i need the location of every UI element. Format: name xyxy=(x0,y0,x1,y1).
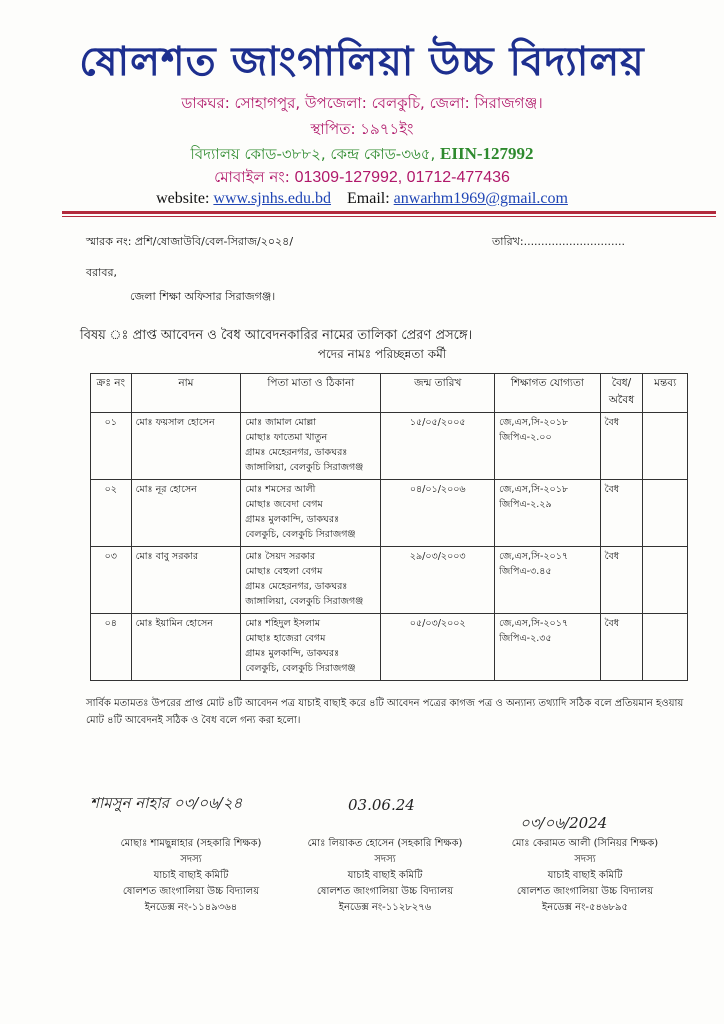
name-name: মোঃ বাবু সরকার xyxy=(135,551,199,562)
memo-number: স্মারক নং: প্রশি/ষোজাউবি/বেল-সিরাজ/২০২৪/ xyxy=(86,235,294,248)
table-header-row xyxy=(91,374,688,413)
overall-opinion: সার্বিক মতামতঃ উপরের প্রাপ্ত মোট ৪টি আবেদন পত্র যাচাই বাছাই করে ৪টি আবেদন পত্রের কাগজ পত্র ও অন্যান্য তথ্যাদি সঠিক বলে প্রতিয়মান হওয়ায় মোট ৪টি আবেদনই সঠিক ও বৈধ বলে গন্য করা হলো। xyxy=(86,698,684,726)
education-edu1: জে,এস,সি-২০১৮ xyxy=(499,484,569,495)
school-address: ডাকঘর: সোহাগপুর, উপজেলা: বেলকুচি, জেলা: সিরাজগঞ্জ। xyxy=(181,94,543,112)
signatory-block xyxy=(470,836,700,916)
parents-address-cell xyxy=(241,480,381,547)
education-edu1: জে,এস,সি-২০১৭ xyxy=(499,618,569,629)
col-serial: ক্রঃ নং xyxy=(91,374,132,413)
school-codes xyxy=(0,143,724,168)
col-remarks: মন্তব্য xyxy=(643,374,688,413)
remark-cell xyxy=(643,480,688,547)
mobile-numbers: 01309-127992, 01712-477436 xyxy=(294,169,510,186)
parents-address-mother: মোছাঃ ফাতেমা খাতুন xyxy=(245,432,328,443)
col-valid: বৈধ/ অবৈধ xyxy=(600,374,643,413)
parents-address-addr1: গ্রামঃ মুলকান্দি, ডাকঘরঃ xyxy=(245,514,340,525)
signature-1: শামসুন নাহার ০৩/০৬/২৪ xyxy=(90,794,243,812)
dob-dob: ০৪/০১/২০০৬ xyxy=(409,484,466,495)
col-parents-address: পিতা মাতা ও ঠিকানা xyxy=(241,374,381,413)
remark-cell xyxy=(643,413,688,480)
header-divider xyxy=(62,211,716,214)
header-divider-thin xyxy=(62,216,716,217)
serial-sl: ০৪ xyxy=(104,618,117,629)
serial-sl: ০২ xyxy=(104,484,117,495)
signatory-school: ষোলশত জাংগালিয়া উচ্চ বিদ্যালয় xyxy=(316,886,454,897)
parents-address-mother: মোছাঃ হাজেরা বেগম xyxy=(245,633,326,644)
parents-address-addr1: গ্রামঃ মেহেরনগর, ডাকঘরঃ xyxy=(245,447,348,458)
signatory-index: ইনডেক্স নং-১১২৮২৭৬ xyxy=(338,902,432,913)
eiin: EIIN-127992 xyxy=(440,144,534,163)
salutation: বরাবর, xyxy=(86,266,118,279)
established-year: স্থাপিত: ১৯৭১ইং xyxy=(310,120,414,138)
dob-cell xyxy=(381,480,495,547)
col-education: শিক্ষাগত যোগ্যতা xyxy=(495,374,601,413)
name-cell xyxy=(131,413,241,480)
parents-address-addr2: জাঙ্গালিয়া, বেলকুচি সিরাজগঞ্জ xyxy=(245,462,364,473)
status-status: বৈধ xyxy=(604,618,620,629)
parents-address-addr2: জাঙ্গালিয়া, বেলকুচি সিরাজগঞ্জ xyxy=(245,596,364,607)
signatory-committee: যাচাই বাছাই কমিটি xyxy=(347,870,423,881)
email-label: Email: xyxy=(347,190,390,207)
education-edu2: জিপিএ-৩.৪৫ xyxy=(499,566,552,577)
signatory-block xyxy=(270,836,500,916)
dob-dob: ১৫/০৫/২০০৫ xyxy=(409,417,466,428)
parents-address-mother: মোছাঃ বেহুলা বেগম xyxy=(245,566,323,577)
education-cell xyxy=(495,480,601,547)
mobile-label: মোবাইল নং: xyxy=(214,168,290,186)
dob-cell xyxy=(381,547,495,614)
status-status: বৈধ xyxy=(604,484,620,495)
signatory-role: সদস্য xyxy=(374,854,396,865)
signatory-committee: যাচাই বাছাই কমিটি xyxy=(153,870,229,881)
name-name: মোঃ ফয়সাল হোসেন xyxy=(135,417,215,428)
status-cell xyxy=(600,413,643,480)
signatory-role: সদস্য xyxy=(574,854,596,865)
date-field: তারিখ:............................. xyxy=(492,235,625,248)
name-name: মোঃ ইয়ামিন হোসেন xyxy=(135,618,213,629)
recipient: জেলা শিক্ষা অফিসার সিরাজগঞ্জ। xyxy=(130,290,276,303)
subject-line: বিষয় ঃ প্রাপ্ত আবেদন ও বৈধ আবেদনকারির নামের তালিকা প্রেরণ প্রসঙ্গে। xyxy=(80,328,473,343)
education-edu2: জিপিএ-২.৩৫ xyxy=(499,633,552,644)
education-edu2: জিপিএ-২.২৯ xyxy=(499,499,552,510)
status-status: বৈধ xyxy=(604,551,620,562)
parents-address-addr1: গ্রামঃ মেহেরনগর, ডাকঘরঃ xyxy=(245,581,348,592)
remark-cell xyxy=(643,614,688,681)
email-link[interactable]: anwarhm1969@gmail.com xyxy=(393,190,568,207)
signatory-index: ইনডেক্স নং-১১৪৯৩৬৪ xyxy=(144,902,238,913)
dob-dob: ২৯/০৩/২০০৩ xyxy=(409,551,466,562)
name-cell xyxy=(131,480,241,547)
table-row xyxy=(91,614,688,681)
signatory-role: সদস্য xyxy=(180,854,202,865)
table-row xyxy=(91,413,688,480)
parents-address-father: মোঃ জামাল মোল্লা xyxy=(245,417,316,428)
status-status: বৈধ xyxy=(604,417,620,428)
parents-address-addr1: গ্রামঃ মুলকান্দি, ডাকঘরঃ xyxy=(245,648,340,659)
signatory-name: মোছাঃ শামছুন্নাহার (সহকারি শিক্ষক) xyxy=(120,838,262,849)
table-row xyxy=(91,547,688,614)
name-cell xyxy=(131,614,241,681)
signatory-index: ইনডেক্স নং-৫৪৬৮৯৫ xyxy=(542,902,628,913)
applicant-table xyxy=(90,373,688,681)
col-dob: জন্ম তারিখ xyxy=(381,374,495,413)
parents-address-cell xyxy=(241,614,381,681)
dob-cell xyxy=(381,614,495,681)
signature-2: 03.06.24 xyxy=(348,796,415,814)
signatory-name: মোঃ কেরামত আলী (সিনিয়র শিক্ষক) xyxy=(511,838,659,849)
serial-sl: ০৩ xyxy=(104,551,117,562)
status-cell xyxy=(600,480,643,547)
education-edu1: জে,এস,সি-২০১৮ xyxy=(499,417,569,428)
mobile-line xyxy=(0,166,724,191)
serial-cell xyxy=(91,480,132,547)
dob-cell xyxy=(381,413,495,480)
parents-address-cell xyxy=(241,547,381,614)
dob-dob: ০৫/০৩/২০০২ xyxy=(409,618,466,629)
parents-address-mother: মোছাঃ জবেদা বেগম xyxy=(245,499,323,510)
signatory-school: ষোলশত জাংগালিয়া উচ্চ বিদ্যালয় xyxy=(122,886,260,897)
status-cell xyxy=(600,547,643,614)
codes-bn: বিদ্যালয় কোড-৩৮৮২, কেন্দ্র কোড-৩৬৫, xyxy=(190,145,436,163)
parents-address-father: মোঃ শহিদুল ইসলাম xyxy=(245,618,320,629)
parents-address-father: মোঃ শমসের আলী xyxy=(245,484,316,495)
name-cell xyxy=(131,547,241,614)
remark-cell xyxy=(643,547,688,614)
parents-address-addr2: বেলকুচি, বেলকুচি সিরাজগঞ্জ xyxy=(245,663,356,674)
education-cell xyxy=(495,547,601,614)
table-row xyxy=(91,480,688,547)
website-link[interactable]: www.sjnhs.edu.bd xyxy=(213,190,332,207)
signatory-committee: যাচাই বাছাই কমিটি xyxy=(547,870,623,881)
education-edu2: জিপিএ-২.০০ xyxy=(499,432,552,443)
parents-address-cell xyxy=(241,413,381,480)
education-edu1: জে,এস,সি-২০১৭ xyxy=(499,551,569,562)
serial-cell xyxy=(91,614,132,681)
parents-address-father: মোঃ সৈয়দ সরকার xyxy=(245,551,316,562)
parents-address-addr2: বেলকুচি, বেলকুচি সিরাজগঞ্জ xyxy=(245,529,356,540)
status-cell xyxy=(600,614,643,681)
website-label: website: xyxy=(156,190,210,207)
contact-line xyxy=(0,190,724,208)
education-cell xyxy=(495,413,601,480)
serial-sl: ০১ xyxy=(104,417,117,428)
signature-3: ০৩/০৬/2024 xyxy=(520,814,608,832)
education-cell xyxy=(495,614,601,681)
post-name: পদের নামঃ পরিচ্ছন্নতা কর্মী xyxy=(317,347,447,361)
name-name: মোঃ নূর হোসেন xyxy=(135,484,197,495)
col-name: নাম xyxy=(131,374,241,413)
signatory-school: ষোলশত জাংগালিয়া উচ্চ বিদ্যালয় xyxy=(516,886,654,897)
serial-cell xyxy=(91,547,132,614)
school-name-heading: ষোলশত জাংগালিয়া উচ্চ বিদ্যালয় xyxy=(79,39,645,85)
serial-cell xyxy=(91,413,132,480)
signatory-name: মোঃ লিয়াকত হোসেন (সহকারি শিক্ষক) xyxy=(307,838,463,849)
